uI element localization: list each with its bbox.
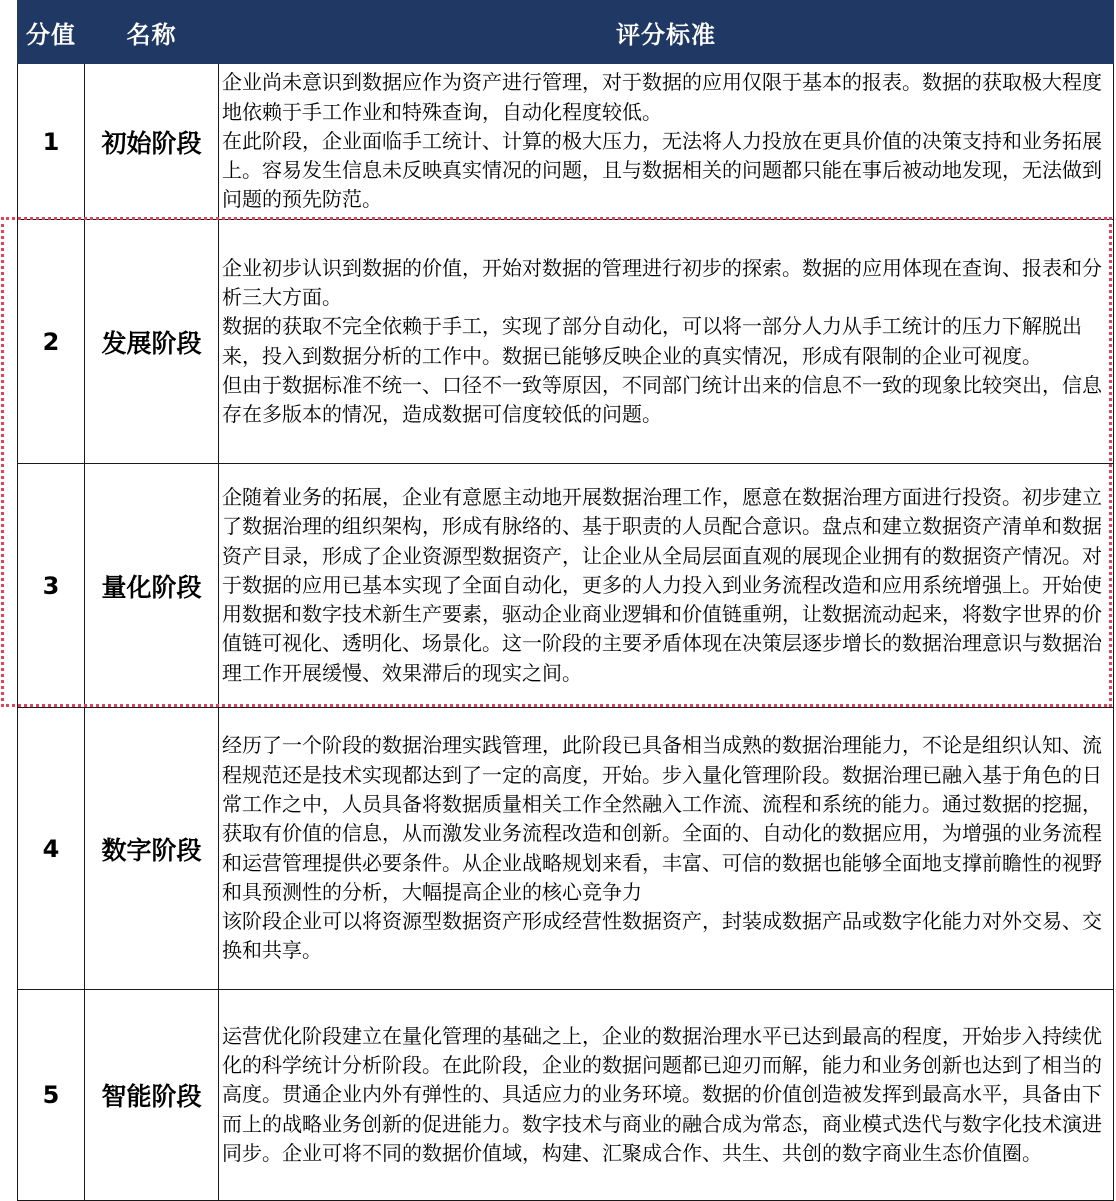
header-name: 名称	[85, 1, 219, 64]
stage-name-cell: 数字阶段	[85, 708, 219, 990]
criteria-paragraph: 经历了一个阶段的数据治理实践管理，此阶段已具备相当成熟的数据治理能力，不论是组织认知、流程规范还是技术实现都达到了一定的高度，开始。步入量化管理阶段。数据治理已融入基于角色的日常工作之中，人员具备将数据质量相关工作全然融入工作流、流程和系统的能力。通过数据的挖掘，获取有价值的信息，从而激发业务流程改造和创新。全面的、自动化的数据应用，为增强的业务流程和运营管理提供必要条件。从企业战略规划来看，丰富、可信的数据也能够全面地支撑前瞻性的视野和具预测性的分析，大幅提高企业的核心竞争力	[222, 733, 1102, 904]
score-cell: 4	[18, 708, 85, 990]
criteria-paragraph: 该阶段企业可以将资源型数据资产形成经营性数据资产，封装成数据产品或数字化能力对外交易、交换和共享。	[222, 909, 1102, 963]
header-row	[18, 1, 1114, 64]
score-cell: 5	[18, 990, 85, 1201]
stage-name-cell: 量化阶段	[85, 464, 219, 708]
criteria-cell	[219, 464, 1114, 708]
criteria-paragraph: 企业尚未意识到数据应作为资产进行管理，对于数据的应用仅限于基本的报表。数据的获取极大程度地依赖于手工作业和特殊查询，自动化程度较低。	[222, 70, 1102, 124]
maturity-scoring-table	[17, 0, 1114, 1201]
score-cell: 1	[18, 64, 85, 220]
score-cell: 3	[18, 464, 85, 708]
table-row	[18, 464, 1114, 708]
criteria-cell	[219, 64, 1114, 220]
criteria-paragraph: 运营优化阶段建立在量化管理的基础之上，企业的数据治理水平已达到最高的程度，开始步入持续优化的科学统计分析阶段。在此阶段，企业的数据问题都已迎刃而解，能力和业务创新也达到了相当的高度。贯通企业内外有弹性的、具适应力的业务环境。数据的价值创造被发挥到最高水平，具备由下而上的战略业务创新的促进能力。数字技术与商业的融合成为常态，商业模式迭代与数字化技术演进同步。企业可将不同的数据价值域，构建、汇聚成合作、共生、共创的数字商业生态价值圈。	[222, 1023, 1102, 1165]
header-criteria: 评分标准	[219, 1, 1114, 64]
table-row	[18, 64, 1114, 220]
criteria-paragraph: 企随着业务的拓展，企业有意愿主动地开展数据治理工作，愿意在数据治理方面进行投资。初步建立了数据治理的组织架构，形成有脉络的、基于职责的人员配合意识。盘点和建立数据资产清单和数据资产目录，形成了企业资源型数据资产，让企业从全局层面直观的展现企业拥有的数据资产情况。对于数据的应用已基本实现了全面自动化，更多的人力投入到业务流程改造和应用系统增强上。开始使用数据和数字技术新生产要素，驱动企业商业逻辑和价值链重朔，让数据流动起来，将数字世界的价值链可视化、透明化、场景化。这一阶段的主要矛盾体现在决策层逐步增长的数据治理意识与数据治理工作开展缓慢、效果滞后的现实之间。	[222, 484, 1102, 685]
table-row	[18, 220, 1114, 464]
criteria-paragraph: 企业初步认识到数据的价值，开始对数据的管理进行初步的探索。数据的应用体现在查询、报表和分析三大方面。	[222, 255, 1102, 309]
criteria-paragraph: 但由于数据标准不统一、口径不一致等原因，不同部门统计出来的信息不一致的现象比较突出，信息存在多版本的情况，造成数据可信度较低的问题。	[222, 372, 1102, 427]
criteria-cell	[219, 990, 1114, 1201]
criteria-cell	[219, 220, 1114, 464]
score-cell: 2	[18, 220, 85, 464]
stage-name-cell: 智能阶段	[85, 990, 219, 1201]
stage-name-cell: 发展阶段	[85, 220, 219, 464]
criteria-paragraph: 在此阶段，企业面临手工统计、计算的极大压力，无法将人力投放在更具价值的决策支持和业务拓展上。容易发生信息未反映真实情况的问题，且与数据相关的问题都只能在事后被动地发现，无法做到问题的预先防范。	[222, 128, 1102, 212]
header-score: 分值	[18, 1, 85, 64]
stage-name-cell: 初始阶段	[85, 64, 219, 220]
criteria-cell	[219, 708, 1114, 990]
table-row	[18, 990, 1114, 1201]
table-row	[18, 708, 1114, 990]
criteria-paragraph: 数据的获取不完全依赖于手工，实现了部分自动化，可以将一部分人力从手工统计的压力下解脱出来，投入到数据分析的工作中。数据已能够反映企业的真实情况，形成有限制的企业可视度。	[222, 314, 1082, 368]
